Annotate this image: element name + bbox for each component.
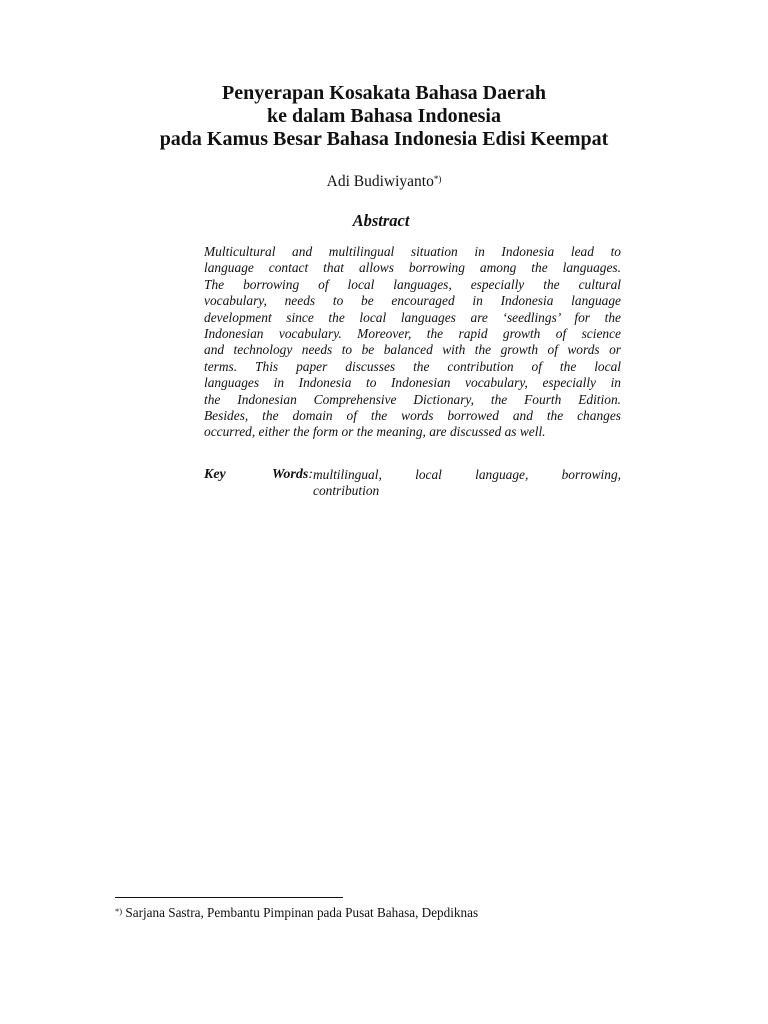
keyword-item: local — [415, 467, 442, 482]
abstract-line: Indonesian vocabulary. Moreover, the rapid growth of science — [204, 326, 621, 342]
paper-title — [0, 82, 768, 151]
abstract-line: terms. This paper discusses the contribution of the local — [204, 358, 621, 374]
keyword-item: borrowing, — [561, 467, 621, 482]
keywords-values — [313, 467, 621, 483]
abstract-line: Multicultural and multilingual situation in Indonesia lead to — [204, 244, 621, 259]
keywords-label-words: Words — [272, 467, 309, 482]
keyword-continuation: contribution — [313, 483, 380, 499]
keyword-item: language, — [475, 467, 529, 482]
footnote — [115, 905, 478, 921]
keywords-row — [204, 467, 621, 483]
keywords-label-key: Key — [204, 467, 226, 482]
keywords-label — [204, 467, 313, 483]
author-name: Adi Budiwiyanto — [326, 173, 434, 190]
abstract-heading: Abstract — [352, 211, 410, 230]
abstract-line: and technology needs to be balanced with the growth of words or — [204, 342, 621, 358]
footnote-divider — [115, 897, 343, 898]
title-line-3: pada Kamus Besar Bahasa Indonesia Edisi Keempat — [159, 128, 609, 150]
abstract-line: language contact that allows borrowing among the languages. — [204, 260, 621, 276]
abstract-line: Besides, the domain of the words borrowed and the changes — [204, 408, 621, 424]
abstract-line: languages in Indonesia to Indonesian vocabulary, especially in — [204, 375, 621, 391]
abstract-line: the Indonesian Comprehensive Dictionary, the Fourth Edition. — [204, 391, 621, 407]
abstract-line: occurred, either the form or the meaning, are discussed as well. — [204, 424, 546, 440]
keywords-colon: : — [308, 467, 313, 482]
author-line — [0, 172, 768, 192]
title-line-1: Penyerapan Kosakata Bahasa Daerah — [222, 82, 546, 104]
abstract-line: The borrowing of local languages, especially the cultural — [204, 276, 621, 292]
footnote-marker: *) — [115, 906, 123, 916]
abstract-body — [204, 244, 621, 441]
keywords-block — [204, 467, 621, 500]
keyword-item: multilingual, — [313, 467, 382, 482]
title-line-2: ke dalam Bahasa Indonesia — [267, 105, 501, 127]
footnote-text: Sarjana Sastra, Pembantu Pimpinan pada Pusat Bahasa, Depdiknas — [125, 905, 479, 920]
abstract-line: development since the local languages are ‘seedlings’ for the — [204, 309, 621, 325]
author-footnote-marker: *) — [433, 174, 442, 184]
abstract-line: vocabulary, needs to be encouraged in Indonesia language — [204, 293, 621, 309]
